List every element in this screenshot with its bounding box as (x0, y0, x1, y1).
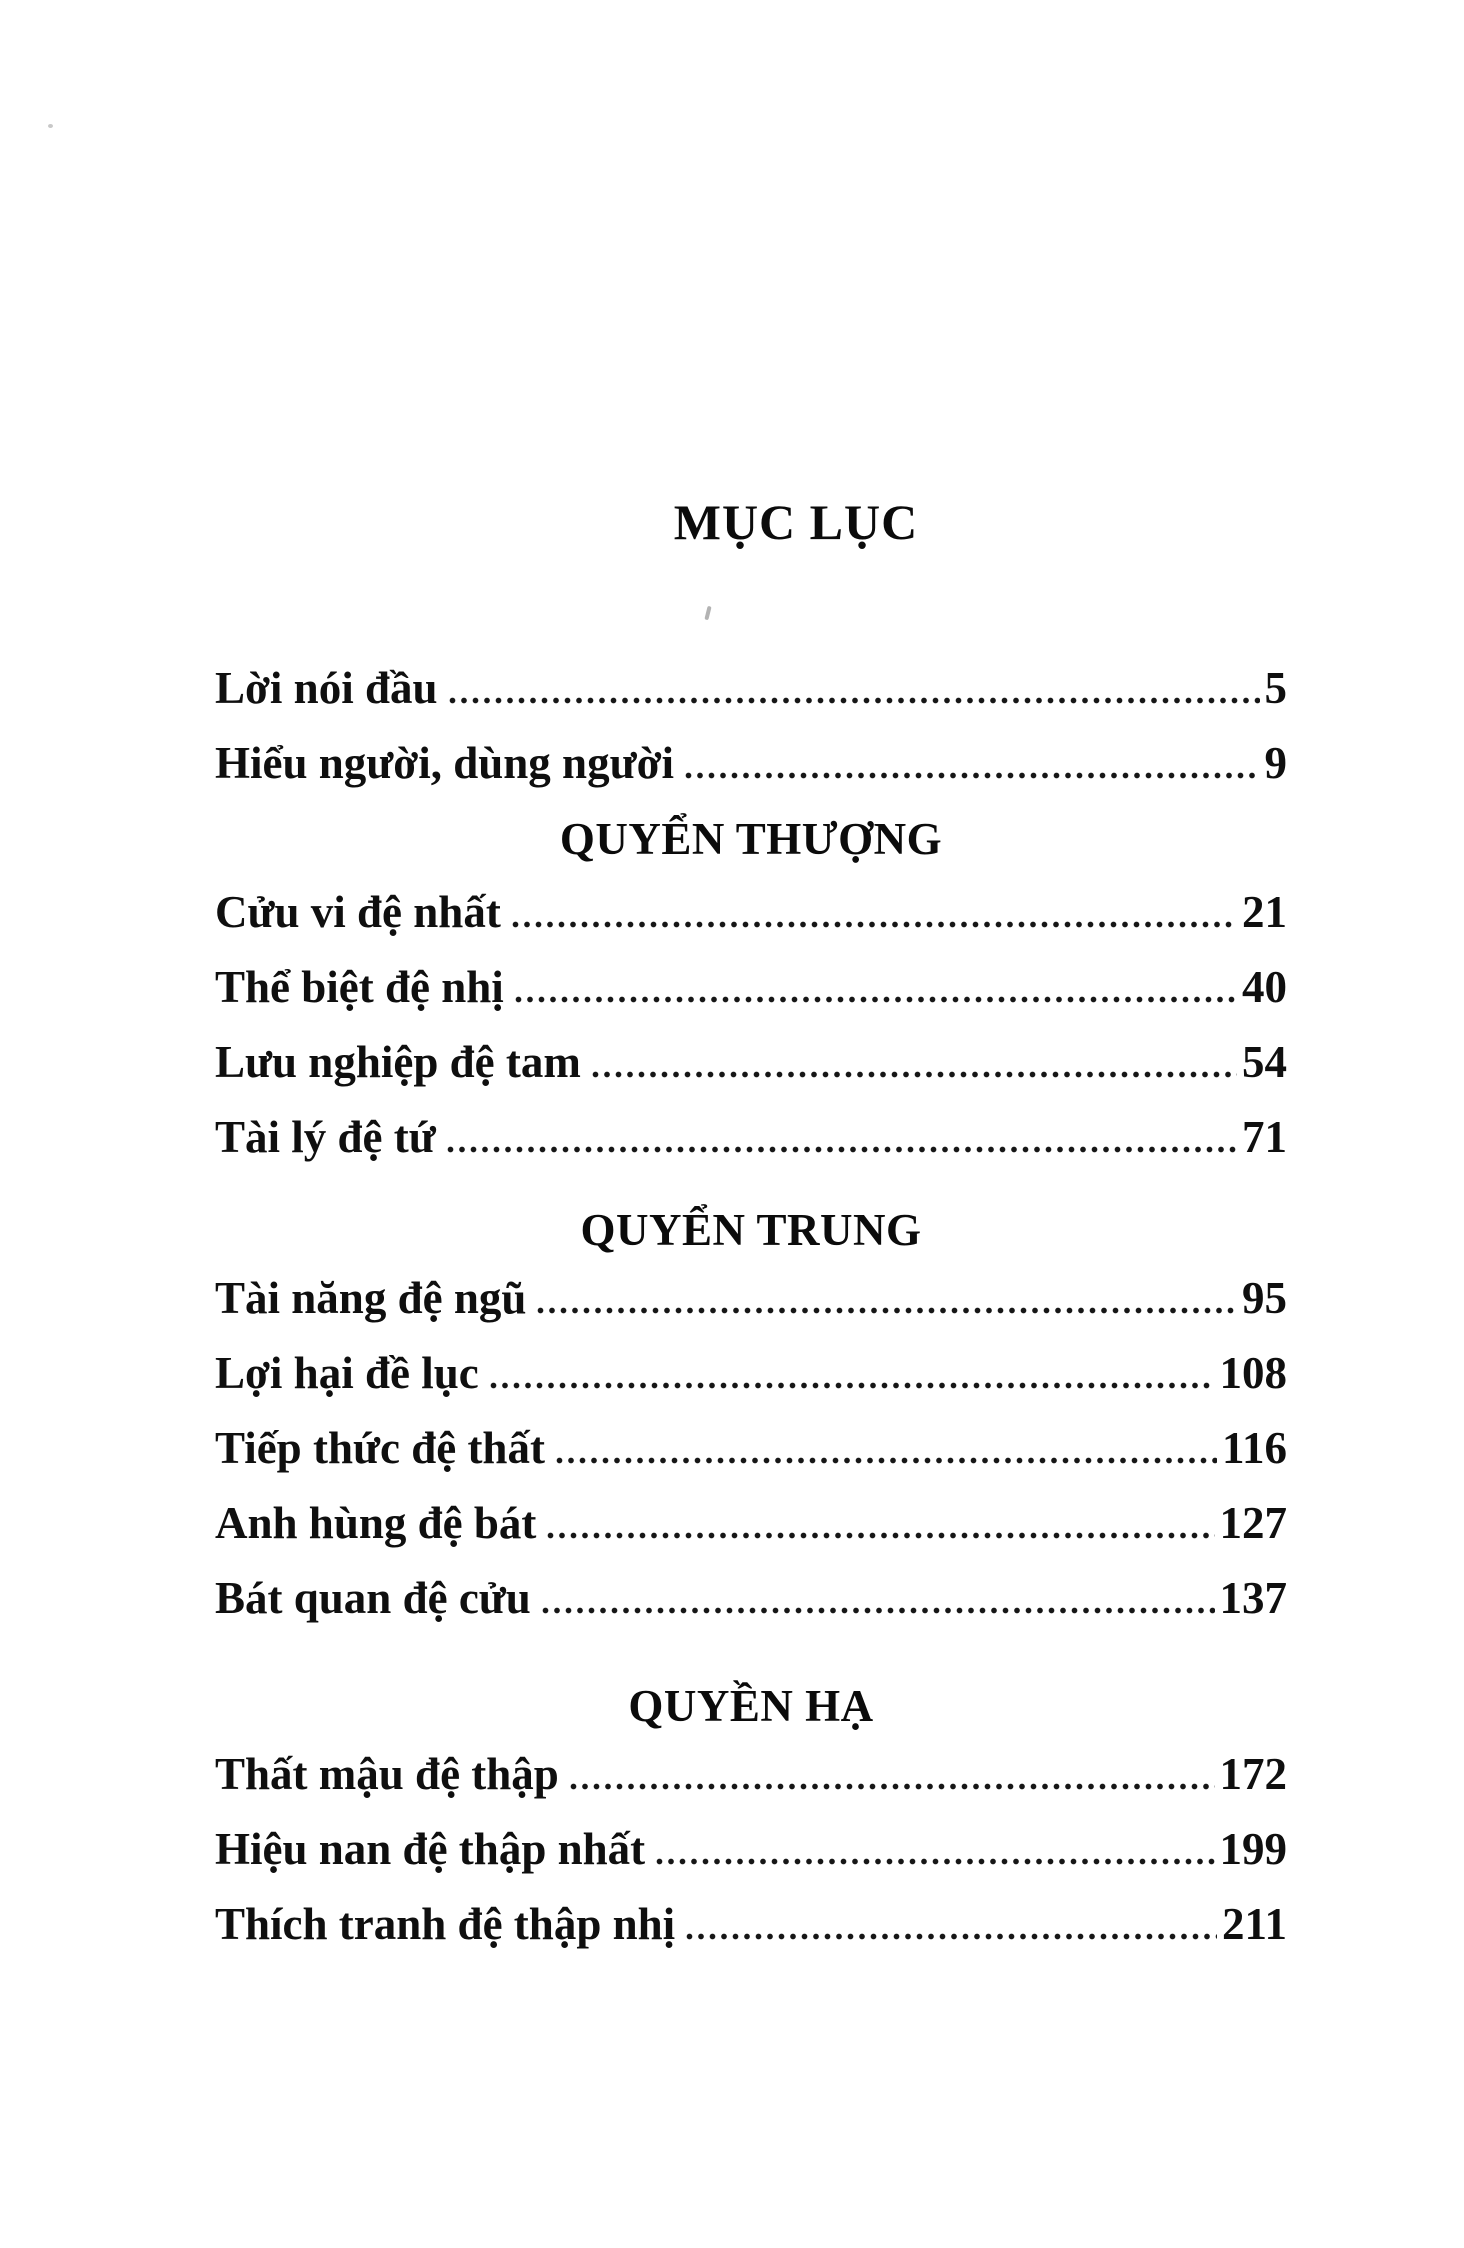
toc-entry-label: Cửu vi đệ nhất (215, 887, 501, 937)
toc-entry-label: Hiệu nan đệ thập nhất (215, 1824, 646, 1874)
toc-entry (215, 884, 1287, 940)
dotted-leader (555, 1456, 1217, 1465)
toc-entry (215, 1570, 1287, 1626)
toc-entry-label: Lời nói đầu (215, 663, 438, 713)
toc-entry (215, 1420, 1287, 1476)
dotted-leader (684, 771, 1260, 780)
section-heading: QUYỂN THƯỢNG (559, 814, 943, 864)
toc-entry (215, 1270, 1287, 1326)
toc-entry (215, 1345, 1287, 1401)
dotted-leader (448, 696, 1260, 705)
dotted-leader (591, 1070, 1237, 1079)
toc-entry-page-number: 116 (1221, 1423, 1287, 1473)
toc-entry-page-number: 95 (1242, 1273, 1287, 1323)
dotted-leader (685, 1932, 1217, 1941)
toc-entry-label: Thể biệt đệ nhị (215, 962, 504, 1012)
toc-container (215, 0, 1287, 1971)
toc-entry (215, 735, 1287, 791)
toc-entry (215, 1821, 1287, 1877)
toc-entry (215, 1746, 1287, 1802)
toc-entry (215, 1034, 1287, 1090)
toc-entry-page-number: 9 (1264, 738, 1287, 788)
section-heading: QUYỂN TRUNG (580, 1205, 922, 1255)
toc-entry-label: Thích tranh đệ thập nhị (215, 1899, 676, 1949)
dotted-leader (514, 995, 1237, 1004)
toc-entry-page-number: 211 (1221, 1899, 1287, 1949)
toc-entry-page-number: 21 (1242, 887, 1287, 937)
toc-entry-page-number: 199 (1219, 1824, 1287, 1874)
toc-entry (215, 660, 1287, 716)
scan-speck (48, 124, 53, 128)
toc-entry-label: Bát quan đệ cửu (215, 1573, 531, 1623)
toc-body (215, 660, 1287, 1971)
dotted-leader (446, 1145, 1237, 1154)
page-title: MỤC LỤC (673, 494, 919, 550)
dotted-leader (569, 1782, 1215, 1791)
toc-entry-page-number: 54 (1242, 1037, 1287, 1087)
toc-entry-label: Anh hùng đệ bát (215, 1498, 537, 1548)
toc-entry-page-number: 172 (1219, 1749, 1287, 1799)
toc-entry (215, 1109, 1287, 1165)
toc-entry-label: Tài năng đệ ngũ (215, 1273, 527, 1323)
toc-entry-page-number: 137 (1219, 1573, 1287, 1623)
section-heading: QUYỀN HẠ (628, 1681, 874, 1731)
toc-entry (215, 1896, 1287, 1952)
toc-entry (215, 1495, 1287, 1551)
toc-entry-label: Tài lý đệ tứ (215, 1112, 436, 1162)
toc-entry-page-number: 108 (1219, 1348, 1287, 1398)
toc-entry-label: Lợi hại đề lục (215, 1348, 479, 1398)
toc-entry-label: Hiểu người, dùng người (215, 738, 674, 788)
dotted-leader (489, 1381, 1215, 1390)
toc-entry-page-number: 40 (1242, 962, 1287, 1012)
dotted-leader (655, 1857, 1214, 1866)
toc-entry-page-number: 5 (1264, 663, 1287, 713)
toc-entry (215, 959, 1287, 1015)
dotted-leader (511, 920, 1237, 929)
toc-entry-page-number: 127 (1219, 1498, 1287, 1548)
dotted-leader (536, 1306, 1237, 1315)
dotted-leader (541, 1606, 1215, 1615)
toc-entry-label: Thất mậu đệ thập (215, 1749, 559, 1799)
dotted-leader (546, 1531, 1214, 1540)
toc-entry-label: Tiếp thức đệ thất (215, 1423, 545, 1473)
toc-entry-page-number: 71 (1242, 1112, 1287, 1162)
toc-entry-label: Lưu nghiệp đệ tam (215, 1037, 581, 1087)
